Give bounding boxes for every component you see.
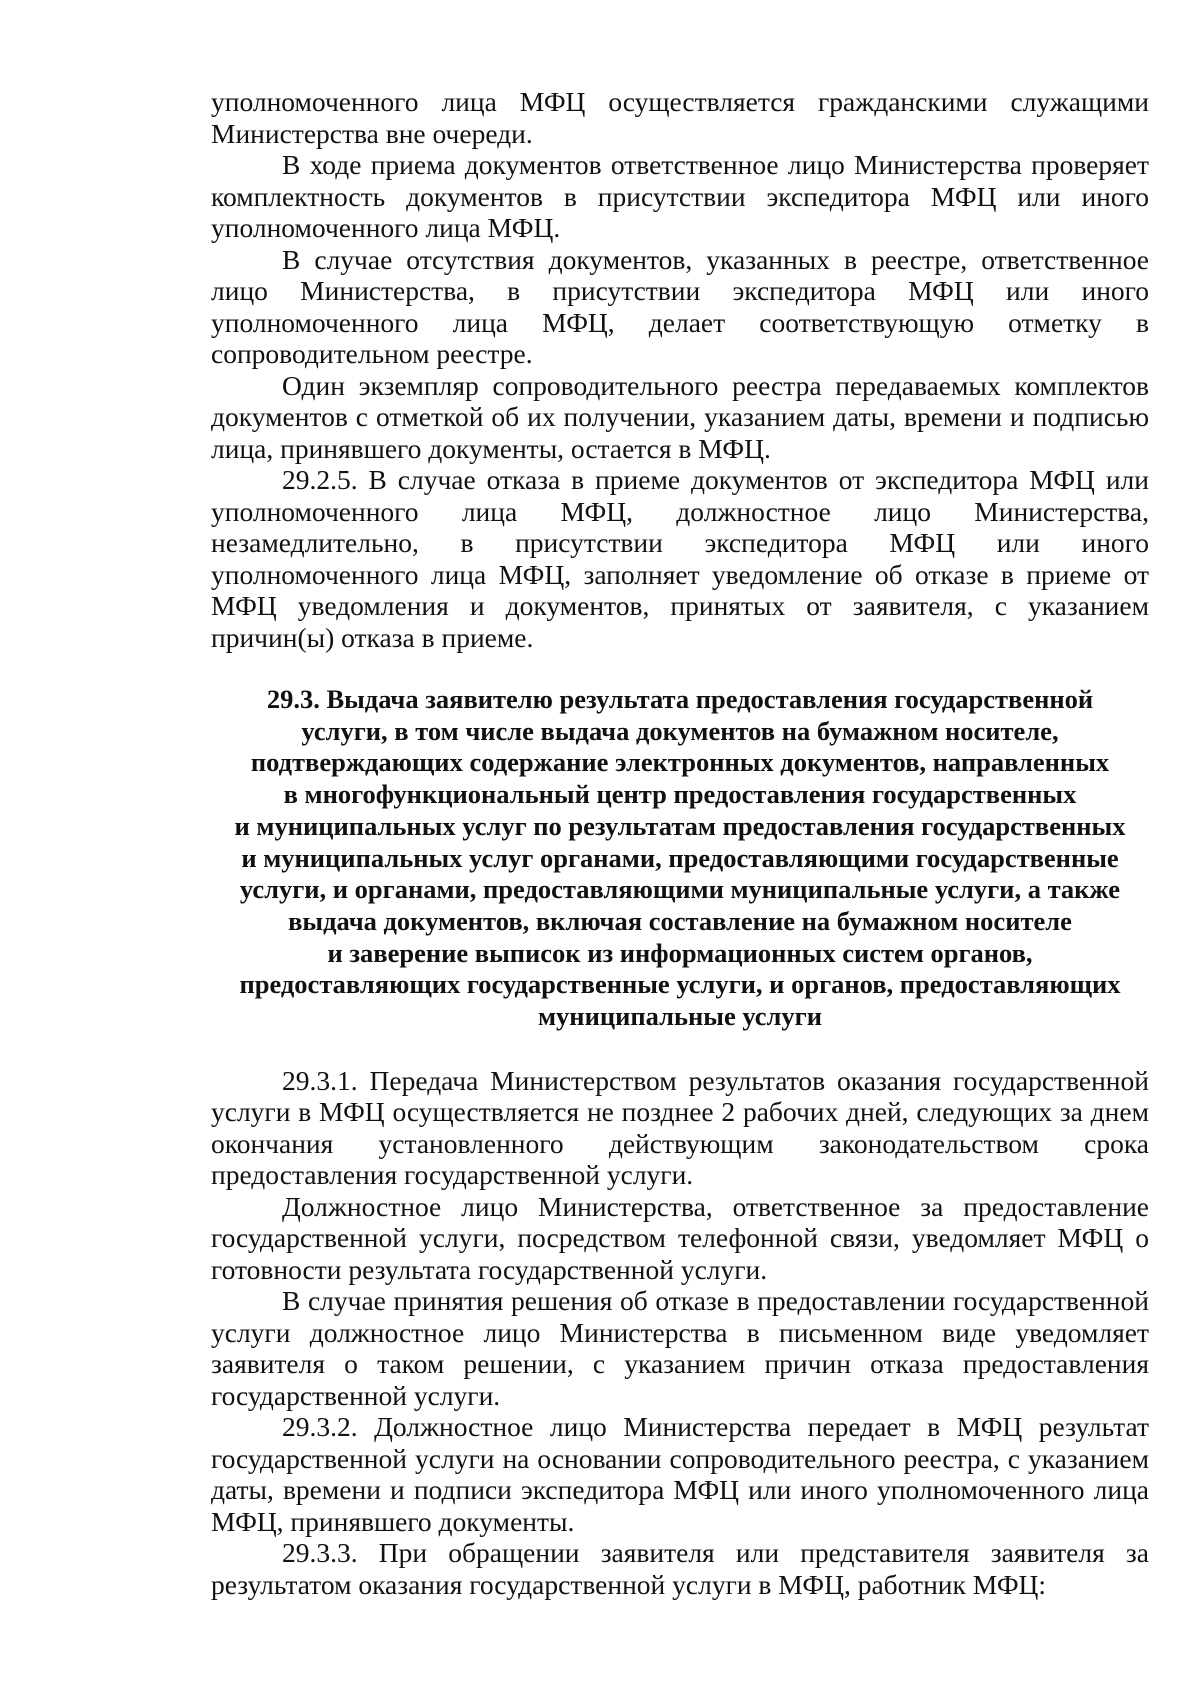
paragraph: Должностное лицо Министерства, ответственное за предоставление государственной услуги, посредством телефонной связи, уведомляет МФЦ о готовности результата государственной услуги. — [211, 1190, 1149, 1285]
paragraph: В случае принятия решения об отказе в предоставлении государственной услуги должностное лицо Министерства в письменном виде уведомляет заявителя о таком решении, с указанием причин отказа предоставления государственной услуги. — [211, 1285, 1149, 1411]
heading-line: 29.3. Выдача заявителю результата предоставления государственной — [266, 684, 1094, 714]
paragraph: В ходе приема документов ответственное лицо Министерства проверяет комплектность документов в присутствии экспедитора МФЦ или иного уполномоченного лица МФЦ. — [211, 149, 1149, 243]
paragraph: В случае отсутствия документов, указанных в реестре, ответственное лицо Министерства, в присутствии экспедитора МФЦ или иного уполномоченного лица МФЦ, делает соответствующую отметку в сопроводительном реестре. — [211, 243, 1149, 369]
paragraph: 29.3.3. При обращении заявителя или представителя заявителя за результатом оказания государственной услуги в МФЦ, работник МФЦ: — [211, 1537, 1149, 1600]
heading-line: и заверение выписок из информационных систем органов, — [327, 937, 1033, 968]
heading-line: в многофункциональный центр предоставления государственных — [283, 779, 1077, 810]
paragraph: уполномоченного лица МФЦ осуществляется гражданскими служащими Министерства вне очереди. — [211, 86, 1149, 149]
heading-line: и муниципальных услуг органами, предоставляющими государственные — [241, 842, 1119, 873]
heading-line: предоставляющих государственные услуги, и органов, предоставляющих — [239, 969, 1121, 1000]
heading-line: подтверждающих содержание электронных документов, направленных — [250, 747, 1110, 778]
paragraph: 29.3.1. Передача Министерством результатов оказания государственной услуги в МФЦ осуществляется не позднее 2 рабочих дней, следующих за днем окончания установленного действующим законодательством срока предоставления государственной услуги. — [211, 1064, 1149, 1191]
heading-line: и муниципальных услуг по результатам предоставления государственных — [234, 810, 1126, 841]
heading-line: муниципальные услуги — [538, 1001, 822, 1032]
heading-line: услуги, и органами, предоставляющими муниципальные услуги, а также — [239, 874, 1121, 905]
document-body — [211, 86, 1149, 1600]
paragraph: 29.3.2. Должностное лицо Министерства передает в МФЦ результат государственной услуги на основании сопроводительного реестра, с указанием даты, времени и подписи экспедитора МФЦ или иного уполномоченного лица МФЦ, принявшего документы. — [211, 1411, 1149, 1537]
paragraph: Один экземпляр сопроводительного реестра передаваемых комплектов документов с отметкой об их получении, указанием даты, времени и подписью лица, принявшего документы, остается в МФЦ. — [211, 369, 1149, 464]
paragraph: 29.2.5. В случае отказа в приеме документов от экспедитора МФЦ или уполномоченного лица МФЦ, должностное лицо Министерства, незамедлительно, в присутствии экспедитора МФЦ или иного уполномоченного лица МФЦ, заполняет уведомление об отказе в приеме от МФЦ уведомления и документов, принятых от заявителя, с указанием причин(ы) отказа в приеме. — [211, 464, 1149, 653]
heading-line: выдача документов, включая составление на бумажном носителе — [288, 905, 1072, 936]
heading-line: услуги, в том числе выдача документов на бумажном носителе, — [301, 715, 1059, 746]
section-heading — [211, 684, 1149, 1033]
